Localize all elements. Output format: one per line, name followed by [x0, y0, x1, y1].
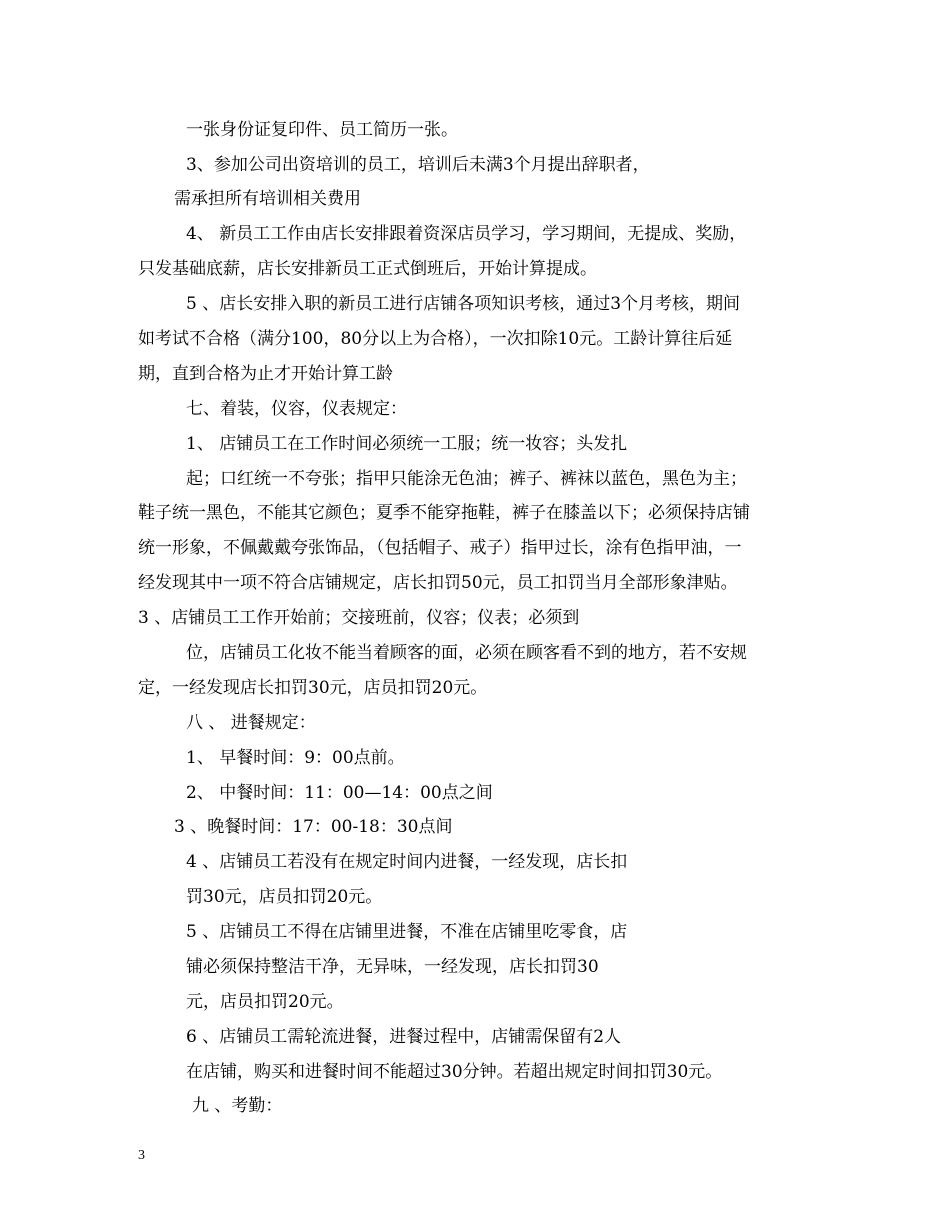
text-line: 4、 新员工工作由店长安排跟着资深店员学习，学习期间，无提成、奖励， — [186, 224, 747, 244]
text-line: 位，店铺员工化妆不能当着顾客的面，必须在顾客看不到的地方，若不安规 — [186, 643, 747, 663]
text-line: 2、 中餐时间：11：00—14：00点之间 — [186, 783, 493, 803]
text-line: 定，一经发现店长扣罚30元，店员扣罚20元。 — [138, 678, 488, 698]
text-line: 罚30元，店员扣罚20元。 — [186, 887, 383, 907]
text-line: 5 、店铺员工不得在店铺里进餐，不准在店铺里吃零食，店 — [186, 922, 628, 942]
text-line: 4 、店铺员工若没有在规定时间内进餐，一经发现，店长扣 — [186, 852, 628, 872]
section-heading: 八 、 进餐规定： — [186, 713, 316, 733]
text-line: 一张身份证复印件、员工简历一张。 — [186, 120, 458, 140]
text-line: 在店铺，购买和进餐时间不能超过30分钟。若超出规定时间扣罚30元。 — [186, 1062, 723, 1082]
text-line: 3 、店铺员工工作开始前；交接班前，仪容；仪表；必须到 — [138, 608, 580, 628]
text-line: 只发基础底薪，店长安排新员工正式倒班后，开始计算提成。 — [138, 259, 597, 279]
section-heading: 九 、考勤： — [192, 1096, 283, 1116]
page-number: 3 — [138, 1148, 145, 1163]
text-line: 如考试不合格（满分100，80分以上为合格），一次扣除10元。工龄计算往后延 — [138, 329, 733, 349]
text-line: 1、 早餐时间：9：00点前。 — [186, 748, 405, 768]
text-line: 需承担所有培训相关费用 — [174, 189, 361, 209]
text-line: 5 、店长安排入职的新员工进行店铺各项知识考核，通过3个月考核，期间 — [186, 294, 741, 314]
text-line: 铺必须保持整洁干净，无异味，一经发现，店长扣罚30 — [186, 957, 599, 977]
text-line: 3 、晚餐时间：17：00-18：30点间 — [174, 817, 453, 837]
text-line: 统一形象，不佩戴戴夸张饰品，（包括帽子、戒子）指甲过长，涂有色指甲油，一 — [138, 538, 742, 558]
text-line: 3、参加公司出资培训的员工，培训后未满3个月提出辞职者， — [186, 155, 650, 175]
section-heading: 七、着装，仪容，仪表规定： — [186, 399, 407, 419]
text-line: 6 、店铺员工需轮流进餐，进餐过程中，店铺需保留有2人 — [186, 1027, 622, 1047]
text-line: 起；口红统一不夸张；指甲只能涂无色油；裤子、裤袜以蓝色，黑色为主； — [186, 469, 747, 489]
text-line: 鞋子统一黑色，不能其它颜色；夏季不能穿拖鞋，裤子在膝盖以下；必须保持店铺 — [138, 503, 750, 523]
text-line: 1、 店铺员工在工作时间必须统一工服；统一妆容；头发扎 — [186, 434, 628, 454]
text-line: 期，直到合格为止才开始计算工龄 — [138, 364, 393, 384]
text-line: 元，店员扣罚20元。 — [186, 992, 344, 1012]
text-line: 经发现其中一项不符合店铺规定，店长扣罚50元，员工扣罚当月全部形象津贴。 — [138, 573, 738, 593]
